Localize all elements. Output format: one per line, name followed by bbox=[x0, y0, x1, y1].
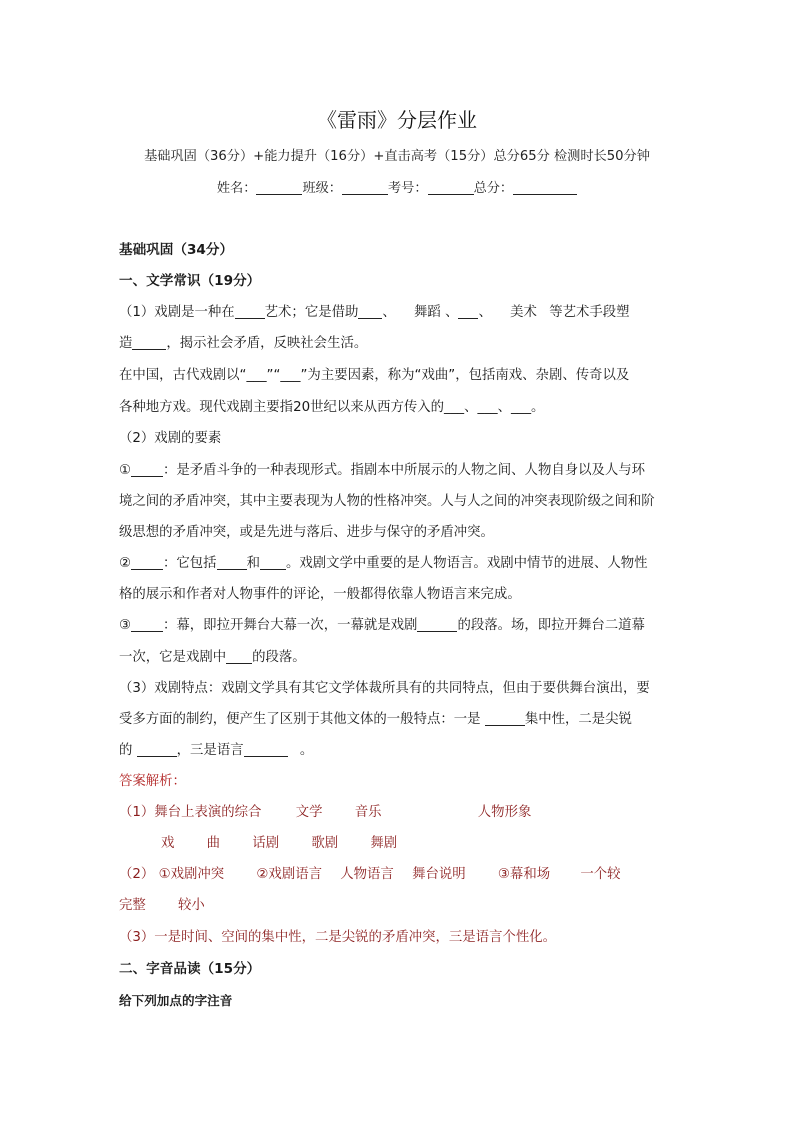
q2-1-line3: 级思想的矛盾冲突，或是先进与落后、进步与保守的矛盾冲突。 bbox=[119, 525, 494, 540]
q2-text: 和 bbox=[246, 556, 260, 571]
q2-text: 的段落。 bbox=[252, 650, 306, 665]
q3-line2 bbox=[119, 708, 679, 727]
answer-1-line1 bbox=[119, 801, 679, 820]
basic-heading: 基础巩固（34分） bbox=[119, 242, 234, 258]
q2-2-line2: 格的展示和作者对人物事件的评论，一般都得依靠人物语言来完成。 bbox=[119, 587, 521, 602]
q3-text: 的 bbox=[119, 743, 133, 758]
q3-text: 集中性，二是尖锐 bbox=[524, 712, 632, 727]
q2-text: ：是矛盾斗争的一种表现形式。指剧本中所展示的人物之间、人物自身以及人与环 bbox=[163, 463, 646, 478]
blank[interactable] bbox=[260, 555, 286, 570]
q1-text: 等艺术手段塑 bbox=[549, 305, 630, 320]
answer-text: 舞剧 bbox=[370, 836, 398, 851]
q1-text: 艺术；它是借助 bbox=[264, 305, 359, 320]
answer-text: 曲 bbox=[206, 836, 221, 851]
student-info-line bbox=[0, 177, 794, 196]
q1-line1 bbox=[119, 301, 679, 320]
q2-2-line1 bbox=[119, 552, 679, 571]
q2-3-line1 bbox=[119, 614, 679, 633]
q3-text: 受多方面的制约，便产生了区别于其他文体的一般特点：一是 bbox=[119, 712, 481, 727]
exam-no-blank[interactable] bbox=[428, 180, 474, 195]
q1-text: 、 bbox=[478, 305, 492, 320]
q2-text: ② bbox=[119, 556, 132, 571]
page-title: 《雷雨》分层作业 bbox=[317, 108, 477, 132]
blank[interactable] bbox=[417, 617, 457, 632]
answer-heading: 答案解析： bbox=[119, 774, 186, 789]
class-blank[interactable] bbox=[342, 180, 388, 195]
blank[interactable] bbox=[217, 555, 247, 570]
blank[interactable] bbox=[235, 304, 265, 319]
class-label: 班级： bbox=[302, 181, 342, 196]
blank[interactable] bbox=[131, 462, 163, 477]
answer-text: 话剧 bbox=[252, 836, 280, 851]
q2-1-line2: 境之间的矛盾冲突，其中主要表现为人物的性格冲突。人与人之间的冲突表现阶级之间和阶 bbox=[119, 494, 655, 509]
answer-text: 舞台说明 bbox=[412, 867, 466, 882]
answer-text: 完整 bbox=[119, 898, 146, 913]
answer-text: 歌剧 bbox=[311, 836, 339, 851]
part1-heading: 一、文学常识（19分） bbox=[119, 273, 261, 289]
blank[interactable] bbox=[132, 335, 166, 350]
q2-text: 一次，它是戏剧中 bbox=[119, 650, 227, 665]
answer-text: 文学 bbox=[295, 805, 323, 820]
answer-text: 人物形象 bbox=[477, 805, 532, 820]
blank[interactable] bbox=[131, 617, 163, 632]
part2-heading: 二、字音品读（15分） bbox=[119, 961, 261, 977]
answer-text: ②戏剧语言 bbox=[256, 867, 322, 882]
q2-1-line1 bbox=[119, 459, 679, 478]
q2-text: ③ bbox=[119, 618, 132, 633]
name-label: 姓名： bbox=[216, 181, 257, 196]
answer-1-line2 bbox=[119, 832, 679, 851]
answer-text: ①戏剧冲突 bbox=[158, 867, 225, 882]
answer-2-line1 bbox=[119, 863, 679, 882]
answer-text: 音乐 bbox=[354, 805, 382, 820]
name-blank[interactable] bbox=[256, 180, 302, 195]
answer-3: （3）一是时间、空间的集中性，二是尖锐的矛盾冲突，三是语言个性化。 bbox=[119, 930, 557, 945]
score-label: 总分： bbox=[473, 181, 514, 196]
blank[interactable] bbox=[485, 711, 525, 726]
q1-text: 造 bbox=[119, 336, 133, 351]
blank[interactable] bbox=[358, 304, 382, 319]
q1-text: （1）戏剧是一种在 bbox=[119, 305, 235, 320]
blank[interactable] bbox=[458, 304, 478, 319]
answer-2-line2 bbox=[119, 894, 679, 913]
q1-line3: 在中国，古代戏剧以“___”“___”为主要因素，称为“戏曲”，包括南戏、杂剧、传奇以及 bbox=[119, 368, 630, 383]
answer-text: 一个较 bbox=[580, 867, 621, 882]
q2-text: 的段落。场，即拉开舞台二道幕 bbox=[457, 618, 645, 633]
answer-text: ③幕和场 bbox=[497, 867, 551, 882]
answer-text: 戏 bbox=[161, 836, 175, 851]
answer-text: （1）舞台上表演的综合 bbox=[119, 805, 262, 820]
blank[interactable] bbox=[244, 742, 288, 757]
subtitle: 基础巩固（36分）+能力提升（16分）+直击高考（15分）总分65分 检测时长50分钟 bbox=[144, 149, 650, 164]
answer-text: （2） bbox=[119, 867, 155, 882]
q2-text: ：幕，即拉开舞台大幕一次，一幕就是戏剧 bbox=[163, 618, 418, 633]
q2-text: 。戏剧文学中重要的是人物语言。戏剧中情节的进展、人物性 bbox=[285, 556, 648, 571]
score-blank[interactable] bbox=[513, 180, 577, 195]
answer-text: 较小 bbox=[178, 898, 205, 913]
q1-text: ，揭示社会矛盾，反映社会生活。 bbox=[166, 336, 368, 351]
q1-text: 舞蹈 bbox=[414, 305, 441, 320]
blank[interactable] bbox=[226, 649, 252, 664]
q3-text: 。 bbox=[299, 743, 314, 758]
part2-instruction: 给下列加点的字注音 bbox=[119, 993, 233, 1008]
q1-line4: 各种地方戏。现代戏剧主要指20世纪以来从西方传入的___、___、___。 bbox=[119, 400, 545, 415]
q1-text: 、 bbox=[382, 305, 396, 320]
q1-text: 美术 bbox=[510, 305, 537, 320]
blank[interactable] bbox=[131, 555, 163, 570]
q2-text: ① bbox=[119, 463, 132, 478]
q1-text: 、 bbox=[445, 305, 459, 320]
q2-heading: （2）戏剧的要素 bbox=[119, 431, 222, 446]
q3-line1: （3）戏剧特点：戏剧文学具有其它文学体裁所具有的共同特点，但由于要供舞台演出，要 bbox=[119, 681, 650, 696]
q2-text: ：它包括 bbox=[163, 556, 217, 571]
blank[interactable] bbox=[137, 742, 177, 757]
q3-text: ，三是语言 bbox=[176, 743, 244, 758]
q3-line3 bbox=[119, 739, 679, 758]
exam-no-label: 考号： bbox=[388, 181, 428, 196]
answer-text: 人物语言 bbox=[340, 867, 394, 882]
q2-3-line2 bbox=[119, 646, 679, 665]
q1-line2 bbox=[119, 332, 679, 351]
